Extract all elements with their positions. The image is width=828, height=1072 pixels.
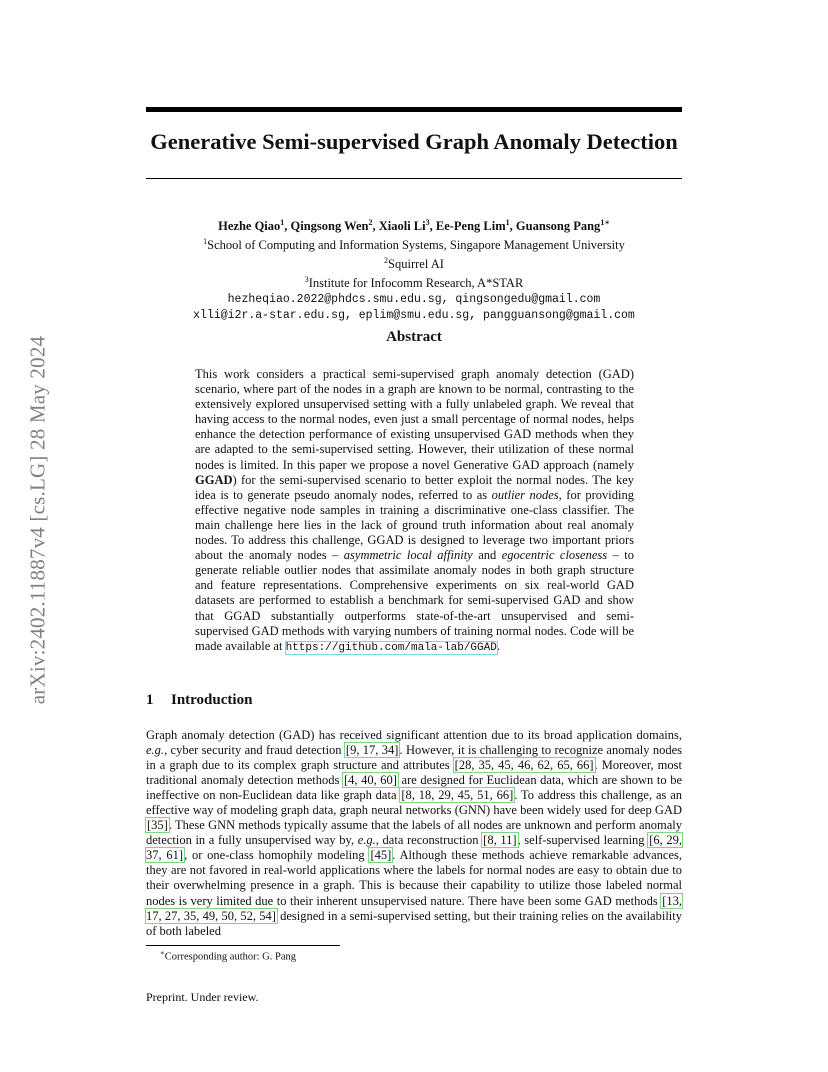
body-text: . To address this challenge, as an effective way of modeling graph data, graph neural networks (GNN) have been widely used for deep GAD [146, 788, 683, 818]
abstract-text: This work considers a practical semi-supervised graph anomaly detection (GAD) scenario, where part of the nodes in a graph are known to be normal, contrasting to the extensively explored unsupervised setting with a fully unlabeled graph. We reveal that having access to the normal nodes, even just a small percentage of normal nodes, helps enhance the detection performance of existing unsupervised GAD methods when they are adapted to the semi-supervised setting. However, their utilization of these normal nodes is limited. In this paper we propose a novel Generative GAD approach (namely [195, 367, 634, 472]
paper-title: Generative Semi-supervised Graph Anomaly Detection [150, 129, 678, 154]
author-names: Hezhe Qiao$^1$, Qingsong Wen$^2$, Xiaoli Li$^3$, Ee-Peng Lim$^1$, Guansong Pang$^{1∗}$ [218, 218, 610, 234]
affiliation-3 [146, 272, 682, 291]
body-text: , data reconstruction [375, 833, 483, 848]
affiliation-text: Squirrel AI [388, 257, 444, 272]
abstract-text: and [472, 548, 502, 563]
author-sup: 2 [368, 218, 373, 227]
citation-link[interactable]: [45] [370, 848, 392, 863]
code-link[interactable]: https://github.com/mala-lab/GGAD [285, 641, 497, 654]
affiliation-sup: 3 [304, 275, 309, 285]
citation-link[interactable]: [4, 40, 60] [343, 773, 397, 788]
citation-link[interactable]: [28, 35, 45, 46, 62, 65, 66] [454, 758, 594, 773]
body-text: , or one-class homophily modeling [184, 848, 370, 863]
affiliation-sup: 2 [384, 256, 389, 266]
introduction-paragraph [146, 728, 682, 939]
author-emails-line-1: hezheqiao.2022@phdcs.smu.edu.sg, qingsongedu@gmail.com [227, 292, 601, 306]
author-name: Qingsong Wen [290, 219, 369, 234]
citation-link[interactable]: [6, 29, 37, 61] [146, 833, 682, 863]
citation-link[interactable]: [35] [147, 818, 168, 833]
author-name: Hezhe Qiao [218, 219, 281, 234]
citation-link[interactable]: [9, 17, 34] [345, 743, 399, 758]
author-sup: 1 [280, 218, 285, 227]
body-text: Graph anomaly detection (GAD) has received significant attention due to its broad application domains, [146, 728, 682, 742]
abstract-body [195, 367, 634, 656]
section-number: 1 [146, 692, 154, 708]
emphasis-term: asymmetric local affinity [343, 548, 473, 563]
author-emails-line-2: xlli@i2r.a-star.edu.sg, eplim@smu.edu.sg, pangguansong@gmail.com [193, 308, 635, 322]
author-name: Ee-Peng Lim [435, 219, 506, 234]
body-text: . Although these methods achieve remarkable advances, they are not favored in real-world applications where the labels for normal nodes are easy to obtain due to their overwhelming presence in a graph. This is because their capability to utilize those labeled normal nodes is very limited due to their inherent unsupervised nature. There have been some GAD methods [146, 848, 682, 908]
body-text: . However, it is challenging to recognize anomaly nodes in a graph due to its complex graph structure and attributes [146, 743, 682, 773]
body-text: designed in a semi-supervised setting, but their training relies on the availability of both labeled [146, 908, 682, 938]
citation-link[interactable]: [8, 11] [483, 833, 517, 848]
emphasis-term: e.g. [146, 743, 165, 758]
body-text: . These GNN methods typically assume that the labels of all nodes are unknown and perform anomaly detection in a fully unsupervised way by, [146, 818, 682, 848]
emphasis-term: egocentric closeness [501, 548, 608, 563]
title-rule-bottom [146, 178, 682, 179]
abstract-text: , for providing effective negative node samples in training a discriminative one-class classifier. The main challenge here lies in the lack of ground truth information about real anomaly nodes. To address this challenge, GGAD is designed to leverage two important priors about the anomaly nodes – [195, 487, 634, 563]
footnote [160, 949, 296, 963]
affiliation-text: School of Computing and Information Systems, Singapore Management University [207, 238, 625, 253]
preprint-notice: Preprint. Under review. [146, 990, 259, 1004]
citation-link[interactable]: [8, 18, 29, 45, 51, 66] [401, 788, 514, 803]
abstract-text: . [496, 638, 500, 653]
affiliation-text: Institute for Infocomm Research, A*STAR [308, 276, 524, 291]
body-text: , self-supervised learning [517, 833, 649, 848]
affiliation-sup: 1 [203, 237, 208, 247]
affiliation-2 [146, 253, 682, 272]
footnote-rule [146, 945, 340, 946]
author-sup: 3 [425, 218, 430, 227]
author-name: Xiaoli Li [378, 219, 426, 234]
body-text: , cyber security and fraud detection [164, 743, 345, 758]
arxiv-side-stamp [18, 280, 58, 760]
method-name: GGAD [195, 472, 233, 487]
title-rule-top [146, 107, 682, 112]
abstract-text: ) for the semi-supervised scenario to better exploit the normal nodes. The key idea is to generate pseudo anomaly nodes, referred to as [195, 472, 634, 502]
section-title: Introduction [171, 692, 253, 708]
citation-link[interactable]: [13, 17, 27, 35, 49, 50, 52, 54] [146, 893, 682, 923]
footnote-mark: ∗ [160, 949, 165, 957]
body-text: . Moreover, most traditional anomaly detection methods [146, 758, 682, 788]
arxiv-identifier: arXiv:2402.11887v4 [cs.LG] 28 May 2024 [25, 335, 50, 705]
emphasis-term: e.g. [357, 833, 376, 848]
footnote-text: Corresponding author: G. Pang [164, 951, 297, 963]
abstract-text: – to generate reliable outlier nodes that assimilate anomaly nodes in both graph structure and feature representations. Comprehensive experiments on six real-world GAD datasets are performed to establish a benchmark for semi-supervised GAD and show that GGAD substantially outperforms state-of-the-art unsupervised and semi-supervised GAD methods with varying numbers of training normal nodes. Code will be made available at [195, 548, 635, 653]
abstract-heading: Abstract [386, 329, 442, 345]
author-name: Guansong Pang [515, 219, 601, 234]
author-sup: 1∗ [600, 218, 610, 227]
affiliation-1 [146, 234, 682, 253]
emphasis-term: outlier nodes [491, 487, 559, 502]
body-text: are designed for Euclidean data, which are shown to be ineffective on non-Euclidean data like graph data [146, 773, 683, 803]
author-block [146, 215, 682, 324]
author-sup: 1 [505, 218, 510, 227]
section-heading-introduction [146, 692, 252, 709]
